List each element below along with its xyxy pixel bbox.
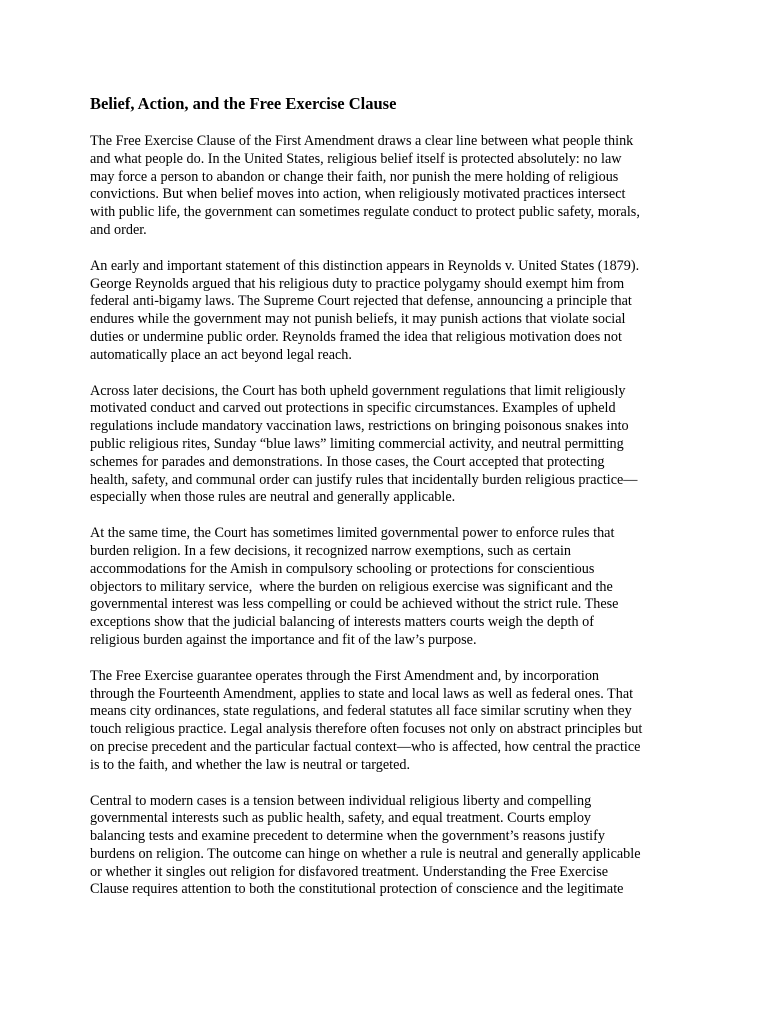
text-line: objectors to military service, where the burden on religious exercise was significant and the [90,578,613,595]
paragraph-4 [90,525,680,650]
text-line: may force a person to abandon or change their faith, nor punish the mere holding of religious [90,168,619,185]
text-line: burdens on religion. The outcome can hinge on whether a rule is neutral and generally applicable [90,845,641,862]
text-line: touch religious practice. Legal analysis therefore often focuses not only on abstract principles but [90,721,643,738]
paragraph-6 [90,793,680,900]
text-line: and what people do. In the United States, religious belief itself is protected absolutely: no law [90,150,622,167]
paragraph-3 [90,383,680,508]
text-line: Central to modern cases is a tension between individual religious liberty and compelling [90,792,592,809]
text-line: burden religion. In a few decisions, it recognized narrow exemptions, such as certain [90,542,572,559]
text-line: religious burden against the importance and fit of the law’s purpose. [90,631,477,648]
text-line: schemes for parades and demonstrations. In those cases, the Court accepted that protecting [90,453,605,470]
text-line: federal anti-bigamy laws. The Supreme Court rejected that defense, announcing a principle that [90,293,632,310]
text-line: George Reynolds argued that his religious duty to practice polygamy should exempt him from [90,275,625,292]
text-line: Clause requires attention to both the constitutional protection of conscience and the legitimate [90,881,624,898]
text-line: balancing tests and examine precedent to determine when the government’s reasons justify [90,828,605,845]
text-line: At the same time, the Court has sometimes limited governmental power to enforce rules that [90,525,615,542]
document-content [90,94,680,917]
text-line: automatically place an act beyond legal reach. [90,346,352,363]
paragraph-1 [90,133,680,240]
text-line: convictions. But when belief moves into action, when religiously motivated practices intersect [90,186,626,203]
paragraph-5 [90,668,680,775]
text-line: health, safety, and communal order can justify rules that incidentally burden religious practice— [90,471,638,488]
text-line: public religious rites, Sunday “blue laws” limiting commercial activity, and neutral permitting [90,435,624,452]
text-line: with public life, the government can sometimes regulate conduct to protect public safety, morals, [90,204,640,221]
text-line: The Free Exercise guarantee operates through the First Amendment and, by incorporation [90,667,600,684]
text-line: motivated conduct and carved out protections in specific circumstances. Examples of upheld [90,400,616,417]
text-line: on precise precedent and the particular factual context—who is affected, how central the practice [90,738,641,755]
paragraph-2 [90,258,680,365]
text-line: regulations include mandatory vaccination laws, restrictions on bringing poisonous snakes into [90,418,629,435]
text-line: The Free Exercise Clause of the First Amendment draws a clear line between what people think [90,133,634,149]
text-line: Across later decisions, the Court has both upheld government regulations that limit religiously [90,382,626,399]
text-line: governmental interest was less compelling or could be achieved without the strict rule. These [90,596,619,613]
text-line: especially when those rules are neutral and generally applicable. [90,489,456,506]
text-line: or whether it singles out religion for disfavored treatment. Understanding the Free Exercise [90,863,609,880]
text-line: accommodations for the Amish in compulsory schooling or protections for conscientious [90,560,595,577]
text-line: An early and important statement of this distinction appears in Reynolds v. United States (1879). [90,257,640,274]
text-line: through the Fourteenth Amendment, applies to state and local laws as well as federal ones. That [90,685,634,702]
document-title: Belief, Action, and the Free Exercise Clause [90,94,397,113]
text-line: exceptions show that the judicial balancing of interests matters courts weigh the depth of [90,614,594,631]
text-line: governmental interests such as public health, safety, and equal treatment. Courts employ [90,810,592,827]
text-line: duties or undermine public order. Reynolds framed the idea that religious motivation does not [90,328,622,345]
text-line: and order. [90,221,147,238]
text-line: means city ordinances, state regulations, and federal statutes all face similar scrutiny when they [90,703,632,720]
text-line: endures while the government may not punish beliefs, it may punish actions that violate social [90,311,626,328]
text-line: is to the faith, and whether the law is neutral or targeted. [90,756,411,773]
